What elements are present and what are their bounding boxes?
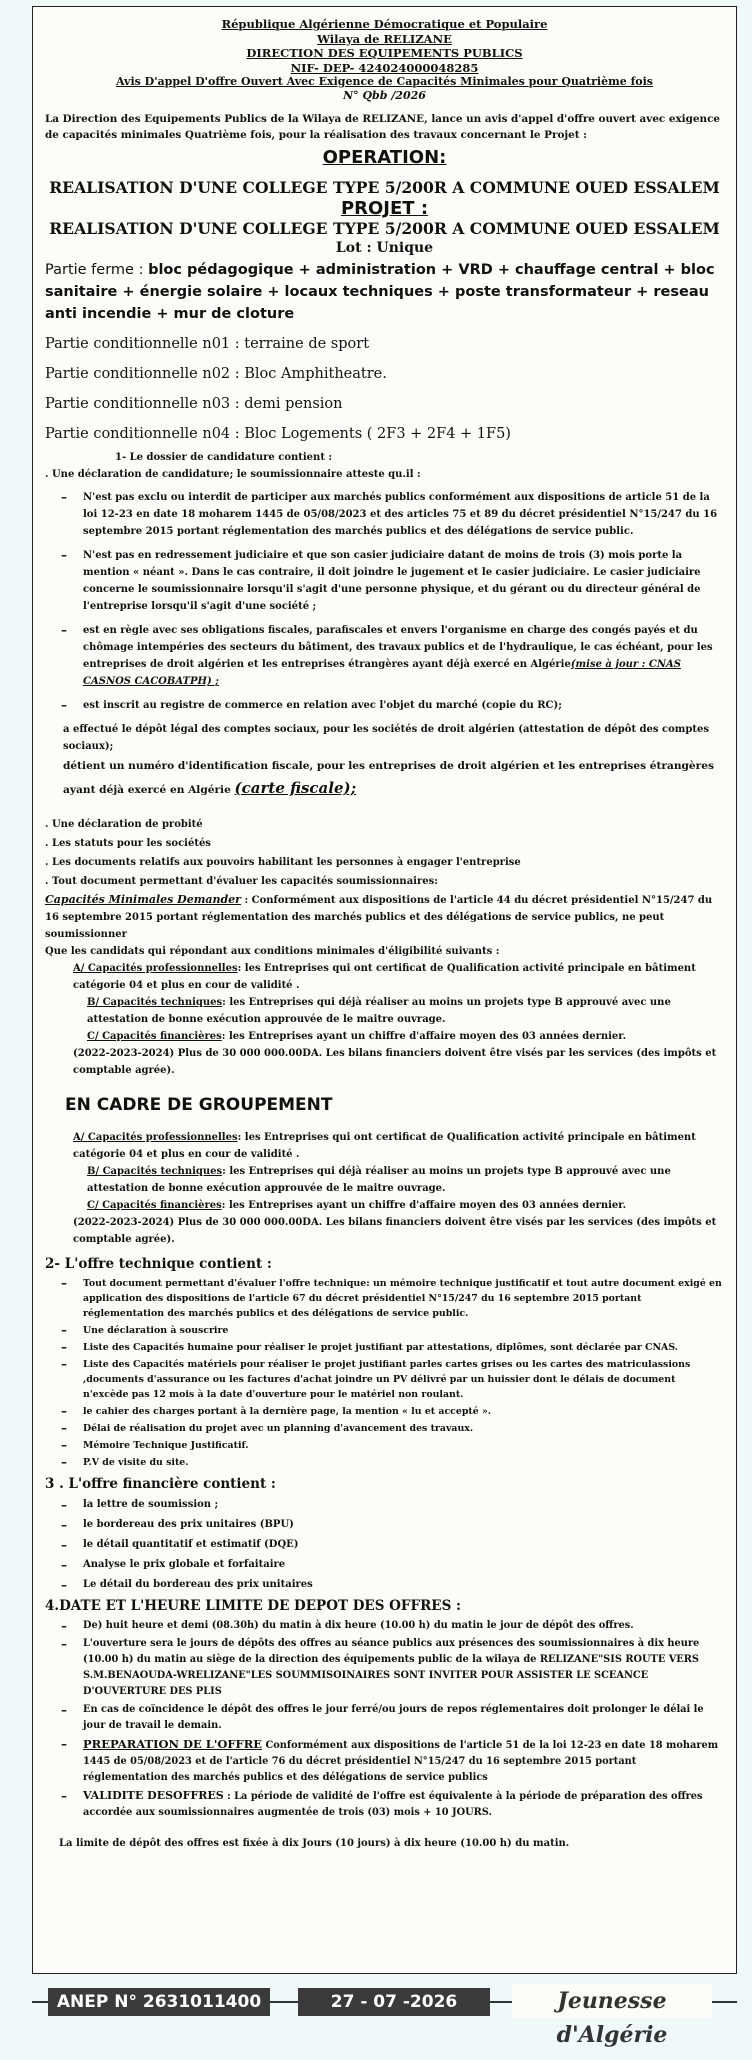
list-item: – L'ouverture sera le jours de dépôts des offres au séance publics aux présences des soumissionnaires à dix heure (10.00 h) du matin au siège de la direction des équipements public de la wilaya de RELIZANE"SIS ROUTE VERS S.M.BENAOUDA-WRELIZANE"LES SOUMMISOINAIRES SONT INVITER POUR ASSISTER LE SCEANCE D'OUVERTURE DES PLIS: [61, 1637, 700, 1697]
list-item: – Une déclaration à souscrire: [61, 1323, 229, 1337]
list-item: – Analyse le prix globale et forfaitaire: [61, 1558, 286, 1572]
capacites-section: Capacités Minimales Demander : Conformément aux dispositions de l'article 44 du décret présidentiel N°15/247 du 16 septembre 2015 portant réglementation des marchés publics et des délégations de service publics, ne peut soumissionner Que les candidats qui répondant aux conditions minimales d'éligibilité suivants : A/ Capacités professionnelles: les Entreprises qui ont certificat de Qualification activité principale en bâtiment catégorie 04 et plus en cour de validité . B/ Capacités techniques: les Entreprises qui déjà réaliser au moins un projets type B approuvé avec une attestation de bonne exécution approuvée de le maitre ouvrage. C/ Capacités financières: les Entreprises ayant un chiffre d'affaire moyen des 03 années dernier. (2022-2023-2024) Plus de 30 000 000.00DA. Les bilans financiers doivent être visés par les services (des impôts et comptable agrée).: [45, 891, 724, 1079]
projet-text: REALISATION D'UNE COLLEGE TYPE 5/200R A COMMUNE OUED ESSALEM: [49, 219, 720, 238]
intro-paragraph: La Direction des Equipements Publics de la Wilaya de RELIZANE, lance un avis d'appel d'offre ouvert avec exigence de capacités minimales Quatrième fois, pour la réalisation des travaux concernant le Projet :: [45, 113, 721, 141]
list-item: – Tout document permettant d'évaluer l'offre technique: un mémoire technique justificatif et tout autre document exigé en application des dispositions de l'article 67 du décret présidentiel N°15/247 du 16 septembre 2015 portant réglementation des marchés publics et des délégations de service public.: [61, 1276, 722, 1319]
lot-label: Lot : Unique: [335, 240, 434, 256]
projet-label: PROJET :: [340, 198, 429, 219]
capacites-que: Que les candidats qui répondant aux conditions minimales d'éligibilité suivants :: [45, 946, 500, 957]
list-item: – est inscrit au registre de commerce en relation avec l'objet du marché (copie du RC);: [61, 698, 562, 712]
journal-logo: Jeunesse d'Algérie: [512, 1984, 712, 2018]
dossier-title: 1- Le dossier de candidature contient :: [115, 452, 333, 463]
list-item: . Tout document permettant d'évaluer les capacités soumissionnaires:: [45, 876, 438, 887]
partie-conditionnelle: Partie conditionnelle n01 : terraine de sport: [45, 336, 370, 352]
list-item: – Le détail du bordereau des prix unitaires: [61, 1578, 313, 1592]
footer-bar: [32, 1982, 737, 2048]
offre-financiere-title: 3 . L'offre financière contient :: [45, 1476, 276, 1492]
list-item: – le cahier des charges portant à la dernière page, la mention « lu et accepté ».: [61, 1404, 492, 1418]
republic-heading: République Algérienne Démocratique et Populaire: [221, 17, 548, 31]
list-item: . Les statuts pour les sociétés: [45, 838, 211, 849]
notice-number: N° Qbb /2026: [343, 89, 426, 102]
nif-line: détient un numéro d'identification fiscale, pour les entreprises de droit algérien et les entreprises étrangères ayant déjà exercé en Algérie (carte fiscale);: [63, 760, 714, 797]
anep-number: ANEP N° 2631011400: [48, 1988, 270, 2016]
list-item: . Une déclaration de probité: [45, 819, 203, 830]
operation-text: REALISATION D'UNE COLLEGE TYPE 5/200R A COMMUNE OUED ESSALEM: [49, 178, 720, 197]
limite-depot: La limite de dépôt des offres est fixée à dix Jours (10 jours) à dix heure (10.00 h) du matin.: [59, 1838, 570, 1849]
partie-ferme-text: bloc pédagogique + administration + VRD + chauffage central + bloc sanitaire + énergie solaire + locaux techniques + poste transformateur + reseau anti incendie + mur de cloture: [45, 262, 715, 322]
capacites-label: Capacités Minimales Demander: [45, 893, 241, 906]
groupement-title: EN CADRE DE GROUPEMENT: [65, 1095, 333, 1115]
list-item: – N'est pas en redressement judiciaire et que son casier judiciaire datant de moins de trois (3) mois porte la mention « néant ». Dans le cas contraire, il doit joindre le jugement et le casier judiciaire. Le casier judiciaire concerne le soumissionnaire lorsqu'il s'agit d'une personne physique, et du gérant ou du directeur général de l'entreprise lorsqu'il s'agit d'une société ;: [61, 548, 701, 612]
list-item: – PREPARATION DE L'OFFRE Conformément aux dispositions de l'article 51 de la loi 12-23 en date 18 moharem 1445 de 05/08/2023 et de l'article 76 du décret présidentiel N°15/247 du 16 septembre 2015 portant réglementation des marchés publics et des délégations de service publics: [61, 1737, 719, 1783]
groupement-section: A/ Capacités professionnelles: les Entreprises qui ont certificat de Qualification activité principale en bâtiment catégorie 04 et plus en cour de validité . B/ Capacités techniques: les Entreprises qui déjà réaliser au moins un projets type B approuvé avec une attestation de bonne exécution approuvée de le maitre ouvrage. C/ Capacités financières: les Entreprises ayant un chiffre d'affaire moyen des 03 années dernier. (2022-2023-2024) Plus de 30 000 000.00DA. Les bilans financiers doivent être visés par les services (des impôts et comptable agrée).: [73, 1132, 717, 1245]
list-item: – le bordereau des prix unitaires (BPU): [61, 1518, 294, 1532]
list-item: – Liste des Capacités humaine pour réaliser le projet justifiant par attestations, diplômes, sont déclarée par CNAS.: [61, 1340, 679, 1354]
partie-ferme: [45, 259, 724, 325]
list-item: – P.V de visite du site.: [61, 1455, 189, 1469]
notice-page: [32, 6, 737, 1974]
dossier-declaration: . Une déclaration de candidature; le soumissionnaire atteste qu.il :: [45, 469, 421, 480]
list-item: – Liste des Capacités matériels pour réaliser le projet justifiant parles cartes grises ou les cartes des matriculassions ,documents d'assurance ou les factures d'achat joindre un PV délivré par un huissier dont le délais de document n'excède pas 12 mois à la date d'ouverture pour le matériel non roulant.: [61, 1357, 691, 1400]
list-item: – est en règle avec ses obligations fiscales, parafiscales et envers l'organisme en charge des congés payés et du chômage intempéries des secteurs du bâtiment, des travaux publics et de l'hydraulique, le cas échéant, pour les entreprises de droit algérien et les entreprises étrangères ayant déjà exercé en Algérie(mise à jour : CNAS CASNOS CACOBATPH) ;: [61, 623, 713, 687]
mise-a-jour-note: (mise à jour : CNAS CASNOS CACOBATPH) ;: [83, 659, 681, 687]
wilaya-heading: Wilaya de RELIZANE: [317, 31, 452, 46]
list-item: – la lettre de soumission ;: [61, 1498, 219, 1512]
partie-conditionnelle: Partie conditionnelle n02 : Bloc Amphitheatre.: [45, 366, 387, 382]
list-item: – N'est pas exclu ou interdit de participer aux marchés publics conformément aux dispositions de article 51 de la loi 12-23 en date 18 moharem 1445 de 05/08/2023 et des articles 75 et 89 du décret présidentiel N°15/247 du 16 septembre 2015 portant réglementation des marchés publics et des délégations de service public.: [61, 490, 718, 537]
partie-ferme-label: Partie ferme :: [45, 262, 144, 278]
list-item: . Les documents relatifs aux pouvoirs habilitant les personnes à engager l'entreprise: [45, 857, 521, 868]
nif-heading: NIF- DEP- 424024000048285: [290, 60, 479, 75]
list-item: – En cas de coïncidence le dépôt des offres le jour ferré/ou jours de repos réglementaires doit prolonger le délai le jour de travail le demain.: [61, 1703, 704, 1731]
publication-date: 27 - 07 -2026: [298, 1988, 490, 2016]
carte-fiscale-note: (carte fiscale);: [234, 779, 357, 797]
depot-legal-line: a effectué le dépôt légal des comptes sociaux, pour les sociétés de droit algérien (attestation de dépôt des comptes sociaux);: [63, 724, 709, 752]
operation-label: OPERATION:: [322, 147, 447, 168]
list-item: – De) huit heure et demi (08.30h) du matin à dix heure (10.00 h) du matin le jour de dépôt des offres.: [61, 1619, 634, 1633]
avis-heading: Avis D'appel D'offre Ouvert Avec Exigence de Capacités Minimales pour Quatrième fois: [115, 75, 654, 88]
direction-heading: DIRECTION DES EQUIPEMENTS PUBLICS: [246, 46, 523, 60]
offre-technique-title: 2- L'offre technique contient :: [45, 1256, 272, 1272]
partie-conditionnelle: Partie conditionnelle n03 : demi pension: [45, 396, 343, 412]
partie-conditionnelle: Partie conditionnelle n04 : Bloc Logements ( 2F3 + 2F4 + 1F5): [45, 426, 511, 442]
validite-label: VALIDITE DESOFFRES: [83, 1789, 224, 1802]
list-item: – Délai de réalisation du projet avec un planning d'avancement des travaux.: [61, 1421, 474, 1435]
depot-title: 4.DATE ET L'HEURE LIMITE DE DEPOT DES OFFRES :: [45, 1598, 462, 1614]
list-item: – Mémoire Technique Justificatif.: [61, 1438, 249, 1452]
list-item: – le détail quantitatif et estimatif (DQE): [61, 1538, 299, 1552]
preparation-label: PREPARATION DE L'OFFRE: [83, 1737, 263, 1751]
list-item: – VALIDITE DESOFFRES : La période de validité de l'offre est équivalente à la période de préparation des offres accordée aux soumissionnaires augmentée de trois (03) mois + 10 JOURS.: [61, 1789, 703, 1818]
